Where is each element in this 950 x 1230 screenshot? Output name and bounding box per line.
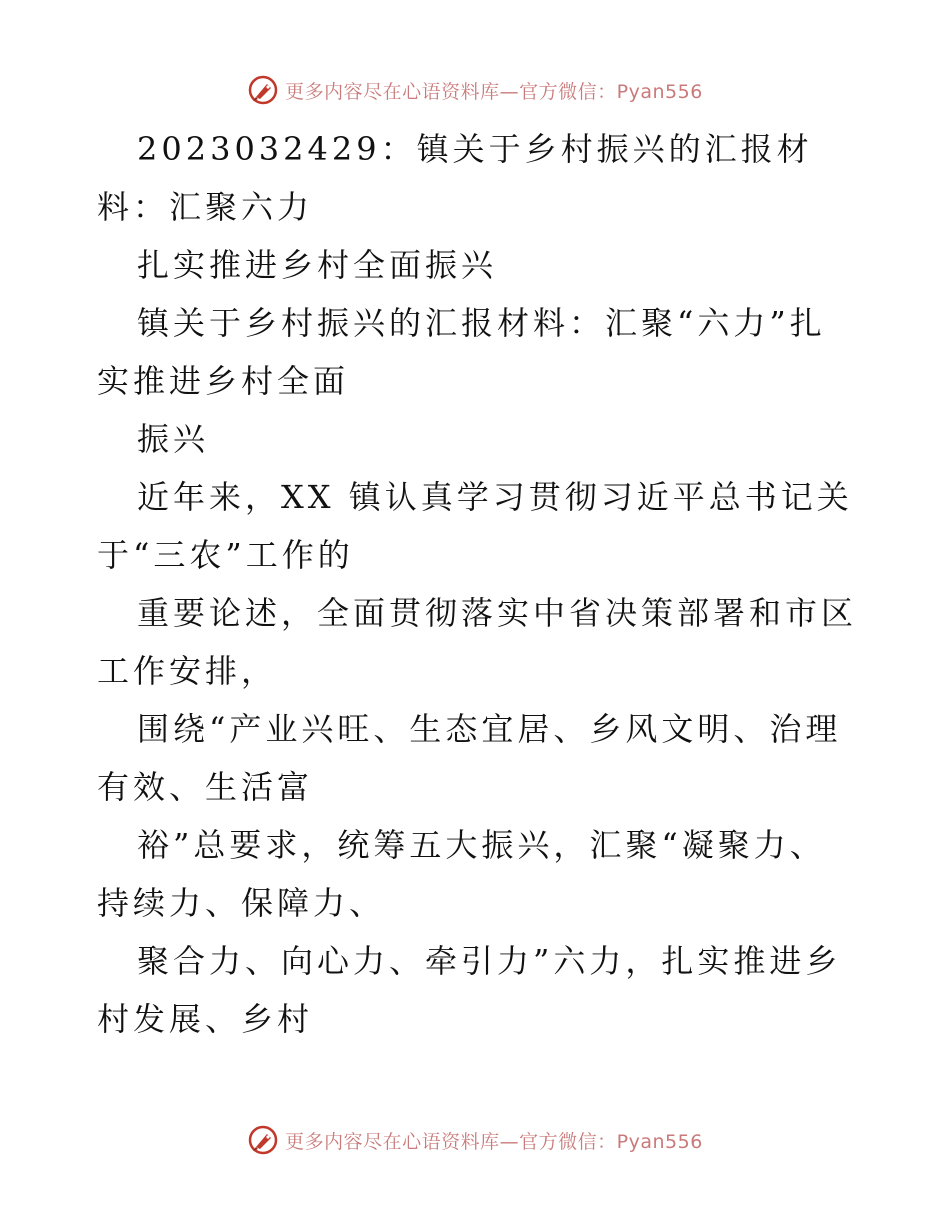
watermark-text: [285, 1127, 703, 1154]
watermark-title: 更多内容尽在心语资料库: [285, 80, 500, 103]
watermark-separator: —: [499, 80, 520, 103]
paragraph-4: 振兴: [137, 420, 210, 458]
watermark-banner-top: [0, 70, 950, 110]
paragraph-5: 近年来，XX 镇认真学习贯彻习近平总书记关于“三农”工作的: [97, 478, 853, 574]
paragraph-3: 镇关于乡村振兴的汇报材料：汇聚“六力”扎实推进乡村全面: [97, 304, 826, 400]
pen-nib-logo-icon: [247, 1124, 279, 1156]
paragraph-7: 围绕“产业兴旺、生态宜居、乡风文明、治理有效、生活富: [97, 710, 842, 806]
document-body: [97, 120, 857, 1048]
paragraph-9: 聚合力、向心力、牵引力”六力，扎实推进乡村发展、乡村: [97, 942, 842, 1038]
watermark-text: [285, 77, 703, 104]
paragraph-1: 2023032429：镇关于乡村振兴的汇报材料：汇聚六力: [97, 130, 813, 226]
pen-nib-logo-icon: [247, 74, 279, 106]
watermark-contact: 官方微信：Pyan556: [519, 1130, 703, 1153]
paragraph-2: 扎实推进乡村全面振兴: [137, 246, 498, 284]
watermark-banner-bottom: [0, 1120, 950, 1160]
watermark-contact: 官方微信：Pyan556: [519, 80, 703, 103]
watermark-separator: —: [499, 1130, 520, 1153]
paragraph-8: 裕”总要求，统筹五大振兴，汇聚“凝聚力、持续力、保障力、: [97, 826, 826, 922]
paragraph-6: 重要论述，全面贯彻落实中省决策部署和市区工作安排，: [97, 594, 858, 690]
watermark-title: 更多内容尽在心语资料库: [285, 1130, 500, 1153]
